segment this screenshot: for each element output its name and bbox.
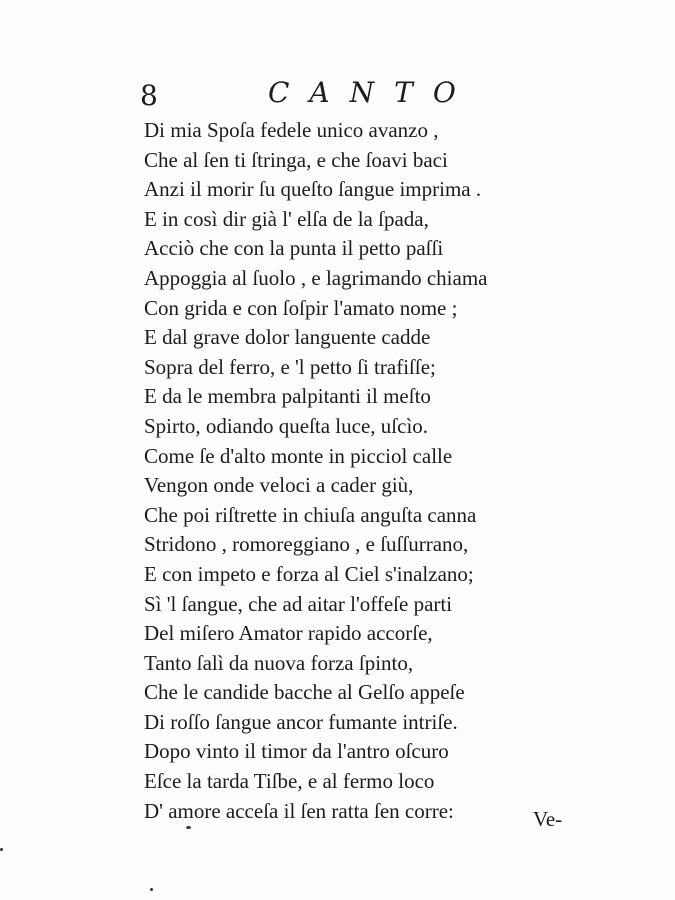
- verse-line: Appoggia al ſuolo , e lagrimando chiama: [144, 265, 488, 290]
- verse-line: Come ſe d'alto monte in picciol calle: [144, 443, 453, 468]
- ink-speck: [0, 848, 3, 851]
- verse-line: E dal grave dolor languente cadde: [144, 325, 431, 350]
- verse-line: Eſce la tarda Tiſbe, e al fermo loco: [144, 769, 435, 794]
- running-head: CANTO: [268, 76, 476, 109]
- verse-line: E con impeto e forza al Ciel s'inalzano;: [144, 561, 474, 586]
- verse-line: Acciò che con la punta il petto paſſi: [144, 236, 444, 261]
- verse-line: Di roſſo ſangue ancor fumante intriſe.: [144, 709, 458, 734]
- verse-line: E in così dir già l' elſa de la ſpada,: [144, 206, 429, 231]
- verse-line: Dopo vinto il timor da l'antro oſcuro: [144, 739, 449, 764]
- catchword: Ve-: [533, 807, 563, 831]
- verse-line: Vengon onde veloci a cader giù,: [144, 473, 414, 498]
- verse-line: Sopra del ferro, e 'l petto ſi trafiſſe;: [144, 354, 436, 379]
- verse-line: Sì 'l ſangue, che ad aitar l'offeſe parti: [144, 591, 453, 616]
- verse-line: Anzi il morir ſu queſto ſangue imprima .: [144, 177, 482, 202]
- verse-line: Che poi riſtrette in chiuſa anguſta canna: [144, 502, 477, 527]
- verse-line: Che le candide bacche al Gelſo appeſe: [144, 680, 465, 705]
- verse-line: Con grida e con ſoſpir l'amato nome ;: [144, 295, 458, 320]
- verse-line: Del miſero Amator rapido accorſe,: [144, 621, 433, 646]
- verse-line: Di mia Spoſa fedele unico avanzo ,: [144, 118, 439, 142]
- verse-line: Stridono , romoreggiano , e ſuſſurrano,: [144, 532, 469, 557]
- verse-line: D' amore acceſa il ſen ratta ſen corre:: [144, 798, 454, 823]
- page-number: 8: [140, 79, 158, 112]
- ink-speck: [186, 826, 191, 829]
- ink-speck: [150, 888, 153, 891]
- verse-line: Che al ſen ti ſtringa, e che ſoavi baci: [144, 147, 448, 172]
- verse-line: E da le membra palpitanti il meſto: [144, 384, 431, 409]
- poem-text: [144, 116, 564, 826]
- verse-line: Spirto, odiando queſta luce, uſcìo.: [144, 413, 429, 438]
- verse-line: Tanto ſalì da nuova forza ſpinto,: [144, 650, 414, 675]
